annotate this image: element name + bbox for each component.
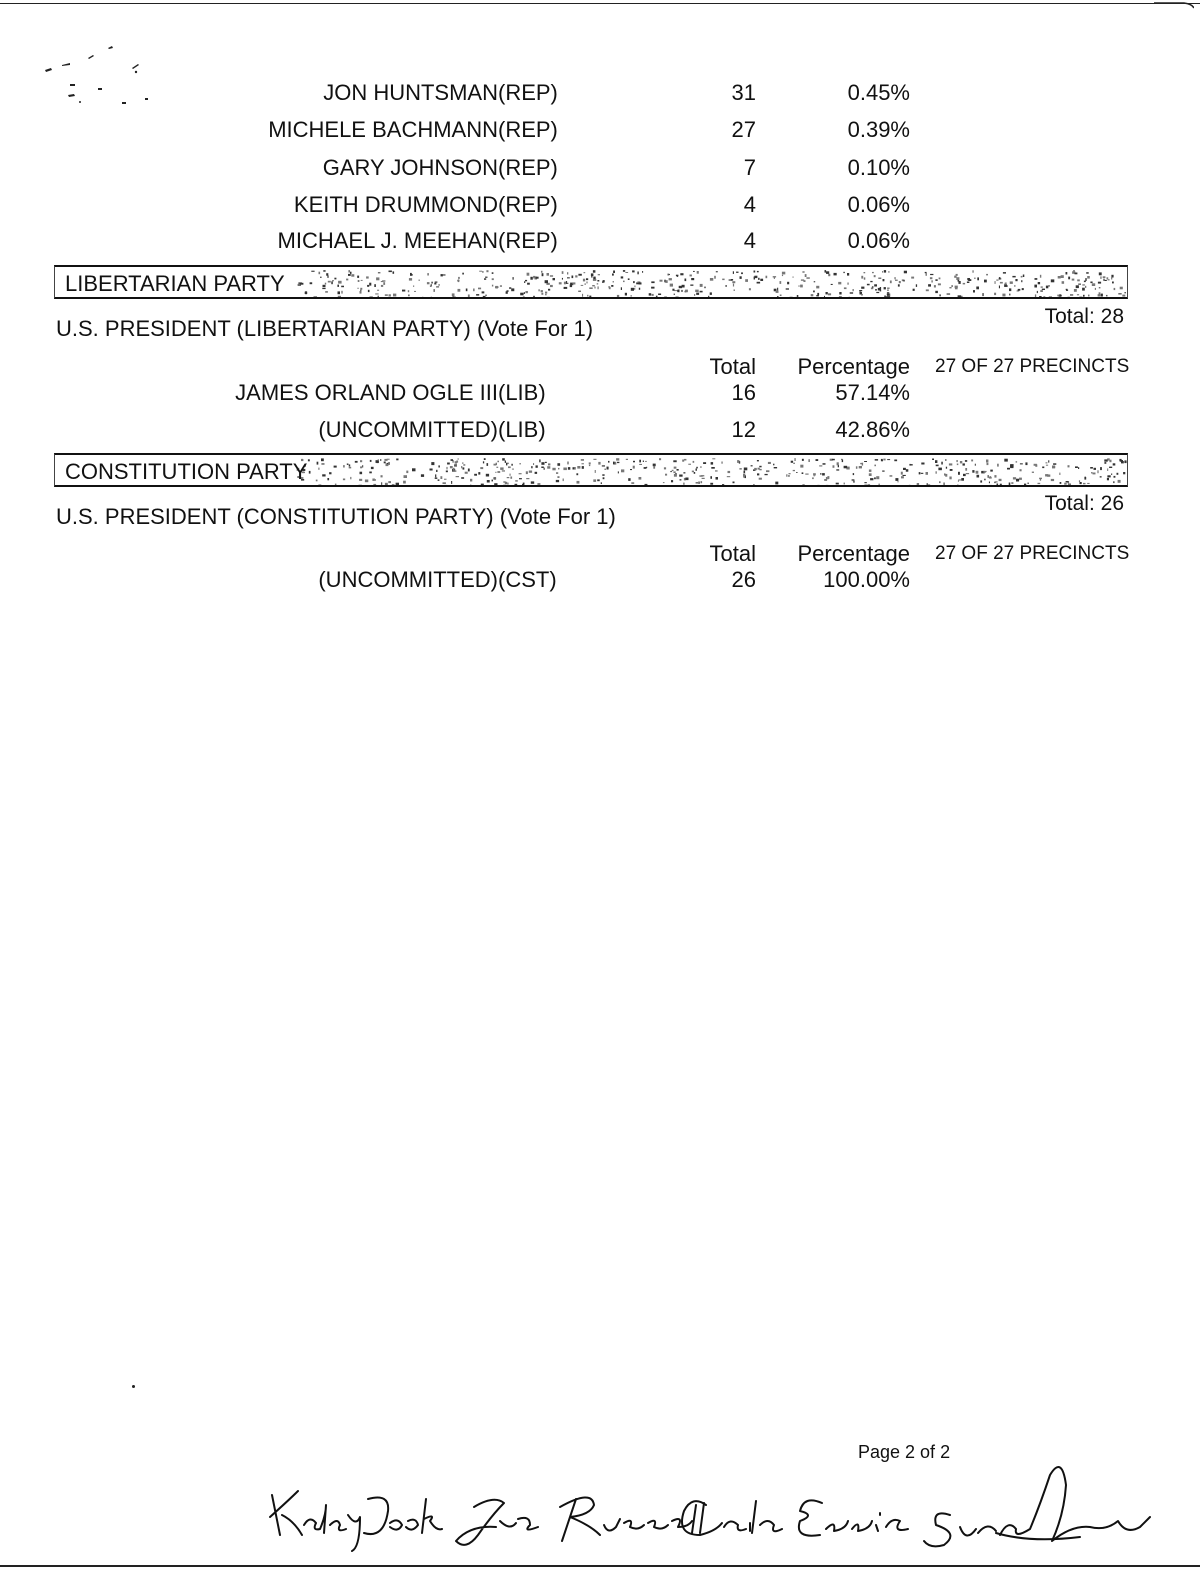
vote-percentage: 42.86% <box>835 417 910 442</box>
precincts-reported: 27 OF 27 PRECINCTS <box>935 543 1130 564</box>
candidate-party: (REP) <box>498 155 558 180</box>
vote-total: 27 <box>731 117 756 142</box>
handwritten-signatures <box>260 1455 1160 1555</box>
party-header-bar-constitution <box>54 453 1128 487</box>
candidate-name: GARY JOHNSON <box>322 155 498 180</box>
candidate-name: JAMES ORLAND OGLE III <box>235 380 498 405</box>
candidate-name: (UNCOMMITTED) <box>318 417 498 442</box>
candidate-name: KEITH DRUMMOND <box>293 192 498 217</box>
page-number: Page 2 of 2 <box>858 1442 951 1462</box>
vote-total: 4 <box>743 228 756 253</box>
candidate-row <box>0 117 1200 147</box>
vote-total: 12 <box>731 417 756 442</box>
candidate-party: (REP) <box>498 117 558 142</box>
vote-percentage: 0.06% <box>847 228 910 253</box>
party-label: CONSTITUTION PARTY <box>65 459 308 484</box>
candidate-name: MICHAEL J. MEEHAN <box>277 228 498 253</box>
candidate-row <box>0 80 1200 110</box>
bottom-border-line <box>0 1565 1200 1567</box>
candidate-party: (LIB) <box>498 380 546 405</box>
vote-total: 7 <box>743 155 756 180</box>
page-corner-mark <box>1154 0 1194 10</box>
contest-total: Total: 26 <box>1044 492 1124 515</box>
candidate-party: (REP) <box>498 228 558 253</box>
candidate-row <box>0 192 1200 222</box>
candidate-party: (REP) <box>498 192 558 217</box>
candidate-row <box>0 380 1200 410</box>
contest-title: U.S. PRESIDENT (LIBERTARIAN PARTY) (Vote For 1) <box>56 316 594 341</box>
party-header-bar-libertarian <box>54 265 1128 299</box>
scan-speck <box>132 1385 135 1388</box>
candidate-row <box>0 155 1200 185</box>
candidate-row <box>0 228 1200 258</box>
vote-percentage: 57.14% <box>835 380 910 405</box>
vote-total: 31 <box>731 80 756 105</box>
precincts-reported: 27 OF 27 PRECINCTS <box>935 356 1130 377</box>
vote-total: 4 <box>743 192 756 217</box>
contest-title: U.S. PRESIDENT (CONSTITUTION PARTY) (Vote For 1) <box>56 504 616 529</box>
candidate-party: (LIB) <box>498 417 546 442</box>
candidate-party: (CST) <box>498 567 557 592</box>
candidate-row <box>0 567 1200 597</box>
vote-total: 16 <box>731 380 756 405</box>
candidate-name: MICHELE BACHMANN <box>268 117 498 142</box>
candidate-party: (REP) <box>498 80 558 105</box>
contest-total: Total: 28 <box>1044 305 1124 328</box>
candidate-name: JON HUNTSMAN <box>323 80 498 105</box>
top-border-line <box>0 3 1200 4</box>
column-header-total: Total <box>709 354 756 379</box>
vote-percentage: 0.10% <box>847 155 910 180</box>
vote-percentage: 0.45% <box>847 80 910 105</box>
column-header-total: Total <box>709 541 756 566</box>
vote-total: 26 <box>731 567 756 592</box>
vote-percentage: 100.00% <box>823 567 910 592</box>
candidate-row <box>0 417 1200 447</box>
vote-percentage: 0.39% <box>847 117 910 142</box>
candidate-name: (UNCOMMITTED) <box>318 567 498 592</box>
party-label: LIBERTARIAN PARTY <box>65 271 285 296</box>
vote-percentage: 0.06% <box>847 192 910 217</box>
column-header-percentage: Percentage <box>797 541 910 566</box>
column-header-percentage: Percentage <box>797 354 910 379</box>
